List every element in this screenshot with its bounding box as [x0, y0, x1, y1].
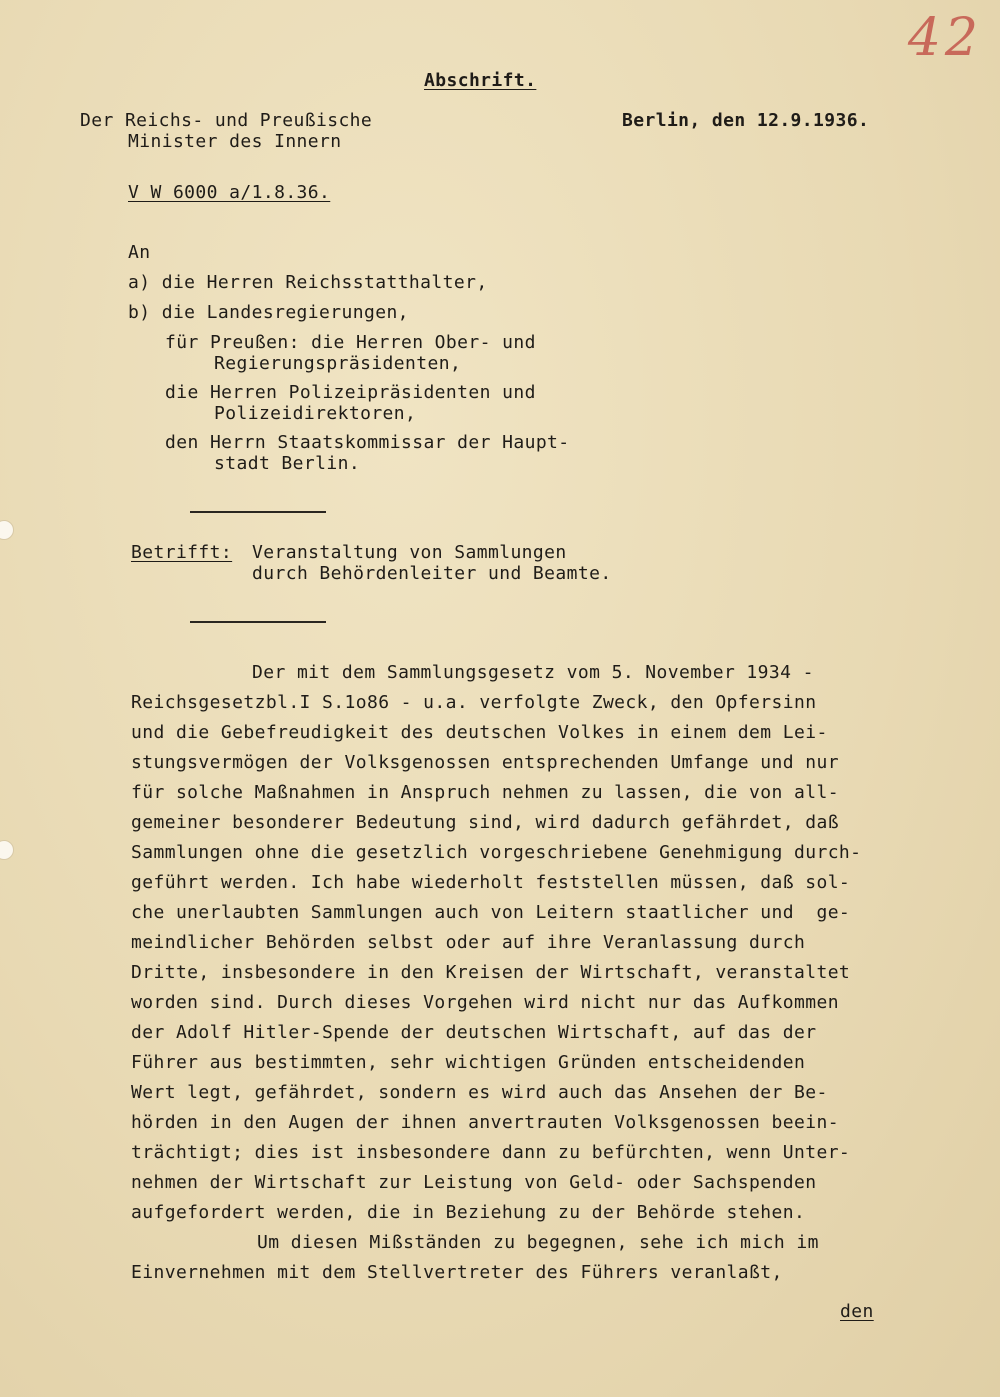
body-line: Einvernehmen mit dem Stellvertreter des Führers veranlaßt, [131, 1262, 783, 1283]
body-line: Reichsgesetzbl.I S.1o86 - u.a. verfolgte Zweck, den Opfersinn [131, 692, 817, 713]
sender-line-2: Minister des Innern [128, 131, 342, 152]
recipients-intro: An [128, 242, 151, 263]
body-line: worden sind. Durch dieses Vorgehen wird nicht nur das Aufkommen [131, 992, 839, 1013]
body-line: Wert legt, gefährdet, sondern es wird auch das Ansehen der Be- [131, 1082, 828, 1103]
body-line: für solche Maßnahmen in Anspruch nehmen zu lassen, die von all- [131, 782, 839, 803]
subject-line-2: durch Behördenleiter und Beamte. [252, 563, 612, 584]
body-line: meindlicher Behörden selbst oder auf ihre Veranlassung durch [131, 932, 806, 953]
body-line: Dritte, insbesondere in den Kreisen der Wirtschaft, veranstaltet [131, 962, 851, 983]
separator-line [190, 621, 326, 623]
body-line: Sammlungen ohne die gesetzlich vorgeschriebene Genehmigung durch- [131, 842, 862, 863]
subject-line-1: Veranstaltung von Sammlungen [252, 542, 567, 563]
recipient-item: Polizeidirektoren, [214, 403, 417, 424]
place-date: Berlin, den 12.9.1936. [622, 110, 870, 131]
body-line: geführt werden. Ich habe wiederholt feststellen müssen, daß sol- [131, 872, 851, 893]
body-line: gemeiner besonderer Bedeutung sind, wird dadurch gefährdet, daß [131, 812, 839, 833]
separator-line [190, 511, 326, 513]
body-line: und die Gebefreudigkeit des deutschen Volkes in einem dem Lei- [131, 722, 828, 743]
body-line: aufgefordert werden, die in Beziehung zu der Behörde stehen. [131, 1202, 806, 1223]
body-line: nehmen der Wirtschaft zur Leistung von Geld- oder Sachspenden [131, 1172, 817, 1193]
reference-number: V W 6000 a/1.8.36. [128, 182, 331, 203]
recipient-item: b) die Landesregierungen, [128, 302, 409, 323]
recipient-item: stadt Berlin. [214, 453, 361, 474]
punch-hole [0, 520, 14, 540]
recipient-item: Regierungspräsidenten, [214, 353, 462, 374]
recipient-item: den Herrn Staatskommissar der Haupt- [165, 432, 570, 453]
document-heading: Abschrift. [424, 70, 537, 91]
body-line: Führer aus bestimmten, sehr wichtigen Gründen entscheidenden [131, 1052, 806, 1073]
body-line: stungsvermögen der Volksgenossen entsprechenden Umfange und nur [131, 752, 839, 773]
body-line: Um diesen Mißständen zu begegnen, sehe ich mich im [257, 1232, 819, 1253]
catchword: den [840, 1301, 874, 1322]
subject-label: Betrifft: [131, 542, 233, 563]
recipient-item: für Preußen: die Herren Ober- und [165, 332, 536, 353]
body-line: trächtigt; dies ist insbesondere dann zu befürchten, wenn Unter- [131, 1142, 851, 1163]
body-line: che unerlaubten Sammlungen auch von Leitern staatlicher und ge- [131, 902, 851, 923]
recipient-item: die Herren Polizeipräsidenten und [165, 382, 536, 403]
body-line: hörden in den Augen der ihnen anvertrauten Volksgenossen beein- [131, 1112, 839, 1133]
sender-line-1: Der Reichs- und Preußische [80, 110, 373, 131]
body-line: der Adolf Hitler-Spende der deutschen Wirtschaft, auf das der [131, 1022, 817, 1043]
punch-hole [0, 840, 14, 860]
handwritten-page-number: 42 [907, 8, 982, 68]
body-line: Der mit dem Sammlungsgesetz vom 5. November 1934 - [252, 662, 814, 683]
recipient-item: a) die Herren Reichsstatthalter, [128, 272, 488, 293]
